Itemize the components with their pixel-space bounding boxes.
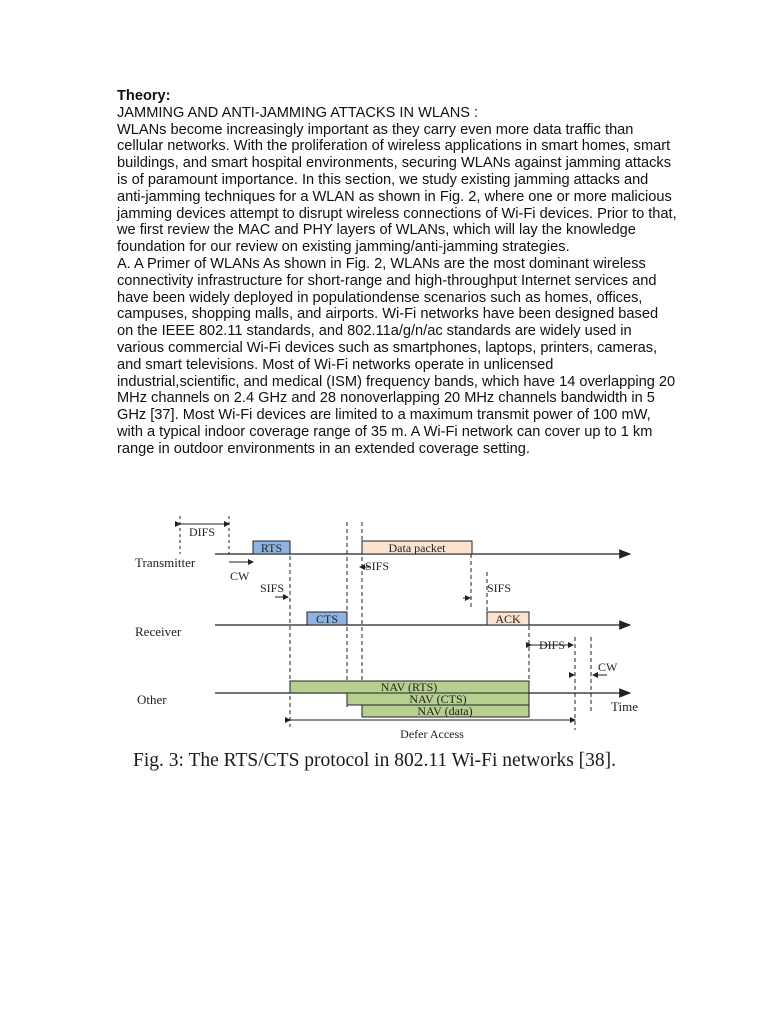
sifs-3-label: SIFS <box>487 581 512 595</box>
data-packet-label: Data packet <box>388 541 446 555</box>
time-label: Time <box>611 699 638 714</box>
defer-access-label: Defer Access <box>400 727 464 741</box>
nav-data-label: NAV (data) <box>417 704 473 718</box>
rts-cts-figure <box>125 512 655 782</box>
cw-top-label: CW <box>230 569 250 583</box>
nav-cts-label: NAV (CTS) <box>409 692 467 706</box>
document-body <box>117 88 677 458</box>
cts-label: CTS <box>315 612 339 626</box>
paragraph-intro: WLANs become increasingly important as they carry even more data traffic than cellular networks. With the proliferation of wireless applications in smart homes, smart buildings, and smart hospital environments, securing WLANs against jamming attacks is of paramount importance. In this section, we study existing jamming attacks and anti-jamming techniques for a WLAN as shown in Fig. 2, where one or more malicious jamming devices attempt to disrupt wireless connections of Wi-Fi devices. Prior to that, we first review the MAC and PHY layers of WLANs, which will lay the knowledge foundation for our review on existing jamming/anti-jamming strategies. <box>117 121 677 256</box>
difs-right-label: DIFS <box>539 638 566 652</box>
transmitter-label: Transmitter <box>135 555 196 570</box>
cw-right-label: CW <box>598 660 618 674</box>
section-heading: JAMMING AND ANTI-JAMMING ATTACKS IN WLANS : <box>117 104 479 121</box>
difs-top-label: DIFS <box>189 525 216 539</box>
other-label: Other <box>137 692 167 707</box>
ack-label: ACK <box>495 612 521 626</box>
paragraph-primer: A. A Primer of WLANs As shown in Fig. 2, WLANs are the most dominant wireless connectivity infrastructure for short-range and high-throughput Internet services and have been widely deployed in populationdense scenarios such as homes, offices, campuses, shopping malls, and airports. Wi-Fi networks have been designed based on the IEEE 802.11 standards, and 802.11a/g/n/ac standards are widely used in various commercial Wi-Fi devices such as smartphones, laptops, printers, cameras, and smart televisions. Most of Wi-Fi networks operate in unlicensed industrial,scientific, and medical (ISM) frequency bands, which have 14 overlapping 20 MHz channels on 2.4 GHz and 28 nonoverlapping 20 MHz channels bandwidth in 5 GHz [37]. Most Wi-Fi devices are limited to a maximum transmit power of 100 mW, with a typical indoor coverage range of 35 m. A Wi-Fi network can cover up to 1 km range in outdoor environments in an extended coverage setting. <box>117 255 676 457</box>
rts-cts-diagram <box>125 512 655 752</box>
rts-label: RTS <box>260 541 283 555</box>
figure-caption: Fig. 3: The RTS/CTS protocol in 802.11 Wi-Fi networks [38]. <box>133 750 617 771</box>
sifs-1-label: SIFS <box>260 581 285 595</box>
theory-heading: Theory: <box>117 88 171 104</box>
nav-rts-label: NAV (RTS) <box>380 680 438 694</box>
sifs-2-label: SIFS <box>365 559 390 573</box>
receiver-label: Receiver <box>135 624 182 639</box>
